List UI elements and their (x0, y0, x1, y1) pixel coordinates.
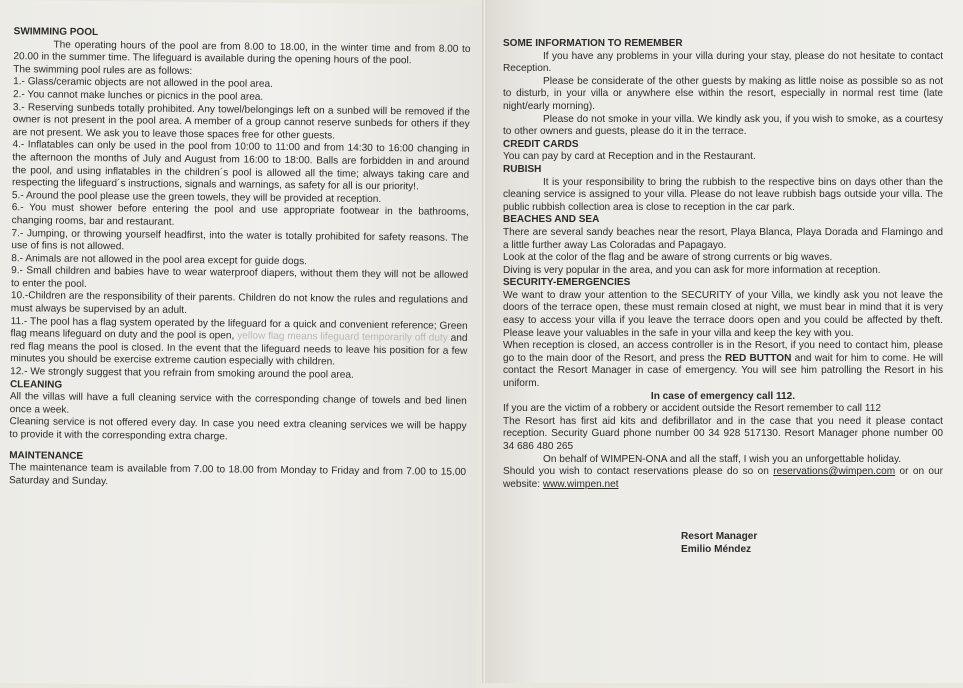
info-paragraph: Please do not smoke in your villa. We kindly ask you, if you wish to smoke, as a courtesy to other owners and guests, please do it in the terrace. (503, 113, 943, 138)
info-paragraph: If you have any problems in your villa during your stay, please do not hesitate to contact Reception. (503, 50, 943, 75)
rule-item: 5.- Around the pool please use the green towels, they will be provided at reception. (11, 189, 382, 205)
rule-item: 10.-Children are the responsibility of their parents. Children do not know the rules and regulations and must always be supervised by an adult. (10, 290, 468, 317)
security-paragraph (503, 340, 943, 390)
security-text: and wait for him to come. He will contact the Resort Manager in case of emergency. You will see him patrolling the Resort in his uniform. (503, 352, 943, 390)
credit-cards-heading: CREDIT CARDS (503, 138, 579, 150)
rule-item: 8.- Animals are not allowed in the pool area except for guide dogs. (11, 252, 308, 267)
rule-item: 4.- Inflatables can only be used in the pool from 10:00 to 11:00 and from 14:30 to 16:00 changing in the afternoon the months of July and August from 16:00 to 18:00. Balls are forbidden in and around the pool, and using inflatables in the children´s pool is allowed all the time; always taking care and respecting the lifeguard´s instructions, signals and warnings, as safety for all is our priority!. (12, 139, 470, 193)
rule-item: 3.- Reserving sunbeds totally prohibited. Any towel/belongings left on a sunbed will be removed if the owner is not present in the pool area. A member of a group cannot reserve sunbeds for others if they are not present. We ask you to leave those spaces free for other guests. (12, 101, 470, 142)
contact-text: Should you wish to contact reservations please do so on (503, 466, 769, 478)
rules-intro: The swimming pool rules are as follows: (13, 63, 193, 77)
cleaning-paragraph: Cleaning service is not offered every day. In case you need extra cleaning services we will be happy to provide it with the corresponding extra charge. (9, 416, 467, 443)
rubbish-paragraph: It is your responsibility to bring the rubbish to the respective bins on days other than the cleaning service is assigned to your villa. Please do not leave rubbish bags outside your villa. The public rubbish collection area is close to reception in the car park. (503, 176, 943, 213)
security-paragraph: If you are the victim of a robbery or accident outside the Resort remember to call 112 (503, 403, 881, 415)
security-paragraph: The Resort has first aid kits and defibrillator and in the case that you need it please contact reception. Security Guard phone number 00 34 928 517130. Resort Manager phone number 00 34 686 480 265 (503, 415, 943, 452)
swimming-pool-heading: SWIMMING POOL (13, 26, 99, 39)
credit-cards-paragraph: You can pay by card at Reception and in the Restaurant. (503, 151, 756, 163)
signature-role: Resort Manager (681, 531, 758, 543)
maintenance-heading: MAINTENANCE (9, 449, 84, 462)
rule-item: 1.- Glass/ceramic objects are not allowed in the pool area. (13, 76, 273, 91)
closing-paragraph: On behalf of WIMPEN-ONA and all the staff, I wish you an unforgettable holiday. (543, 453, 902, 465)
emergency-line: In case of emergency call 112. (650, 390, 796, 402)
rule11-text-b: and red flag means the pool is closed. In the event that the lifeguard needs to leave his position for a few minutes you should be exercise extreme caution especially with children. (10, 332, 468, 368)
beaches-paragraph: Look at the color of the flag and be aware of strong currents or big waves. (503, 252, 833, 264)
rule11-faded-text: yellow flag means lifeguard temporarily off duty (237, 330, 448, 344)
signature-name: Emilio Méndez (681, 543, 752, 555)
right-page (483, 0, 963, 683)
maintenance-paragraph: The maintenance team is available from 7.00 to 18.00 from Monday to Friday and from 7.00 to 15.00 Saturday and Sunday. (8, 462, 467, 487)
security-heading: SECURITY-EMERGENCIES (503, 277, 631, 289)
rule-item: 7.- Jumping, or throwing yourself headfirst, into the water is totally prohibited for safety reasons. The use of fins is not allowed. (11, 227, 469, 253)
reservations-email-link[interactable]: reservations@wimpen.com (773, 466, 896, 478)
security-text: When reception is closed, an access controller is in the Resort, if you need to contact him, please go to the main door of the Resort, and press the (503, 340, 943, 364)
contact-paragraph (503, 466, 943, 491)
rule-item: 6.- You must shower before entering the pool and use appropriate footwear in the bathrooms, changing rooms, bar and restaurant. (11, 202, 469, 228)
signature-block (681, 531, 943, 556)
pool-hours-paragraph: The operating hours of the pool are from 8.00 to 18.00, in the winter time and from 8.00 to 20.00 in the summer time. The lifeguard is available during the opening hours of the pool. (13, 39, 471, 67)
beaches-paragraph: There are several sandy beaches near the resort, Playa Blanca, Playa Dorada and Flamingo and a little further away Las Coloradas and Papagayo. (503, 226, 943, 251)
info-paragraph: Please be considerate of the other guests by making as little noise as possible so as not to disturb, in your villa or anywhere else within the resort, especially in normal rest time (late night/early morning). (503, 75, 943, 112)
rule-item-flags (10, 316, 468, 371)
beaches-heading: BEACHES AND SEA (503, 214, 600, 226)
cleaning-paragraph: All the villas will have a full cleaning service with the corresponding change of towels and bed linen once a week. (9, 391, 467, 416)
cleaning-heading: CLEANING (9, 378, 63, 391)
rule-item: 2.- You cannot make lunches or picnics in the pool area. (12, 89, 264, 103)
info-heading: SOME INFORMATION TO REMEMBER (503, 38, 683, 49)
contact-text: or on our website: (503, 466, 943, 490)
rule-item: 12.- We strongly suggest that you refrain from smoking around the pool area. (10, 366, 354, 381)
rule11-text-a: 11.- The pool has a flag system operated by the lifeguard for a quick and convenient reference; Green flag means lifeguard on duty and the pool is open, (10, 315, 468, 342)
website-link[interactable]: www.wimpen.net (542, 478, 619, 490)
rule-item: 9.- Small children and babies have to wear waterproof diapers, without them they will not be allowed to enter the pool. (10, 265, 469, 290)
page-fold (482, 0, 485, 683)
rubbish-heading: RUBISH (503, 163, 542, 175)
security-paragraph: We want to draw your attention to the SECURITY of your Villa, we kindly ask you not leave the doors of the terrace open, these must remain closed at night, we must bear in mind that it is very easy to access your villa if you leave the terrace doors open and you could be affected by theft. Please leave your valuables in the safe in your villa and keep the key with you. (503, 289, 943, 339)
beaches-paragraph: Diving is very popular in the area, and you can ask for more information at reception. (503, 264, 881, 276)
red-button-label: RED BUTTON (724, 352, 792, 364)
